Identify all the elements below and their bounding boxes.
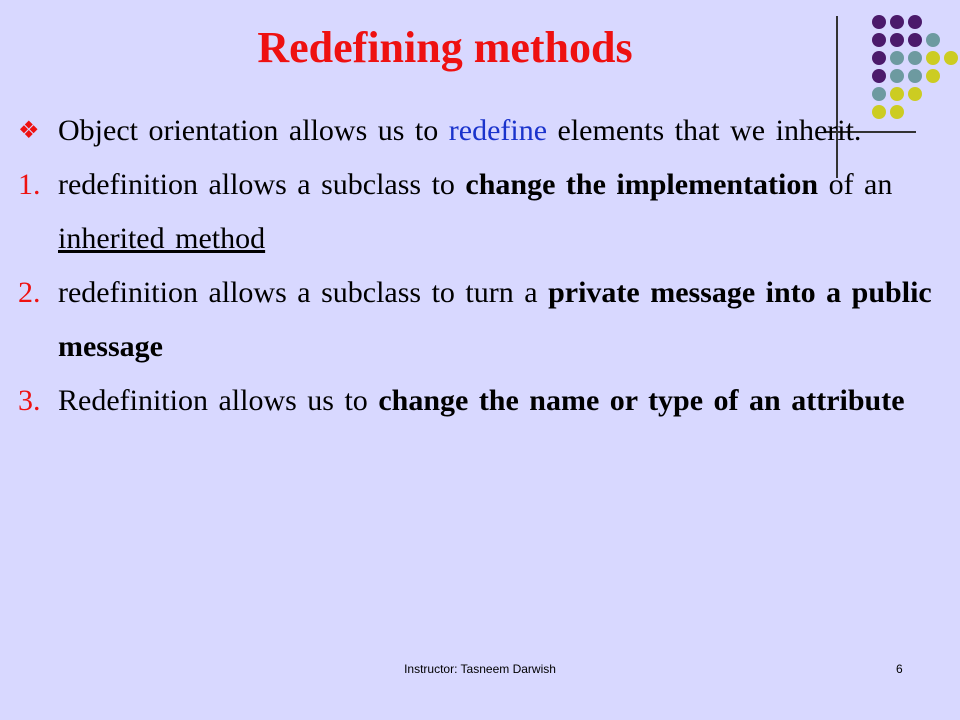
item-text: redefinition allows a subclass to change the implementation of an inherited method [58, 168, 893, 255]
decorative-dot [908, 51, 922, 65]
footer-instructor: Instructor: Tasneem Darwish [404, 662, 556, 676]
decorative-dot [908, 87, 922, 101]
numbered-item [18, 266, 933, 374]
decorative-dot [944, 51, 958, 65]
decorative-dot [890, 69, 904, 83]
decorative-dot [908, 69, 922, 83]
item-text: redefinition allows a subclass to turn a private message into a public message [58, 276, 932, 363]
decorative-dot [926, 33, 940, 47]
decorative-dot [890, 51, 904, 65]
slide-title: Redefining methods [257, 23, 633, 72]
decorative-dot [908, 33, 922, 47]
highlighted-word: redefine [448, 114, 548, 147]
decorative-dot [908, 15, 922, 29]
decorative-dot [872, 87, 886, 101]
numbered-item [18, 158, 933, 266]
item-number: 2. [18, 276, 41, 309]
decorative-dot [890, 33, 904, 47]
diamond-bullet-icon: ❖ [18, 118, 40, 144]
bullet-item [18, 104, 933, 158]
item-text: Redefinition allows us to change the name or type of an attribute [58, 384, 905, 417]
decorative-dot [890, 15, 904, 29]
slide-body [18, 104, 933, 428]
item-number: 1. [18, 168, 41, 201]
decorative-dot [926, 69, 940, 83]
numbered-item [18, 374, 933, 428]
decorative-dot [926, 51, 940, 65]
decorative-dot [890, 87, 904, 101]
page-number: 6 [896, 662, 903, 676]
item-number: 3. [18, 384, 41, 417]
bullet-text: Object orientation allows us to redefine elements that we inherit. [58, 114, 862, 147]
